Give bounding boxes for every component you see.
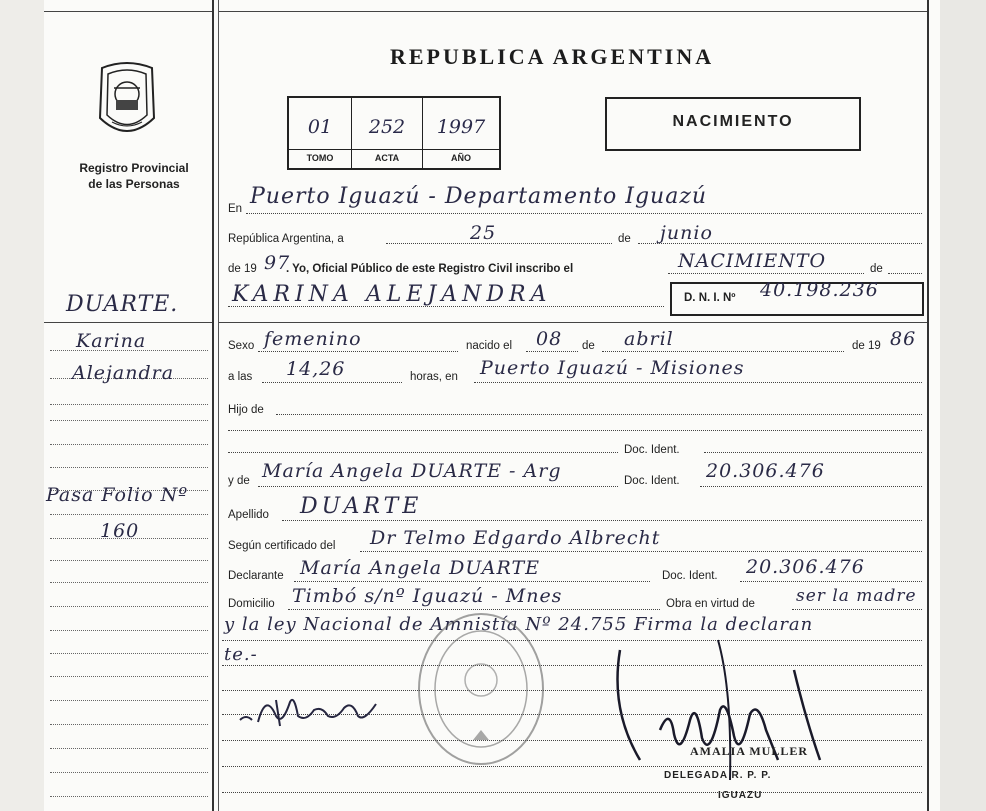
person-name: KARINA ALEJANDRA — [232, 282, 552, 307]
horas-label: horas, en — [410, 371, 458, 383]
registration-day: 25 — [470, 222, 497, 244]
month-line — [638, 243, 922, 244]
registration-month: junio — [660, 222, 713, 244]
acta-cell — [352, 98, 423, 168]
de-label: de — [618, 233, 631, 245]
declarante-line — [294, 581, 650, 582]
mother-doc: 20.306.476 — [706, 460, 825, 482]
birth-time: 14,26 — [286, 358, 346, 380]
top-rule — [219, 11, 927, 12]
birth-place-line — [474, 382, 922, 383]
declarante-value: María Angela DUARTE — [300, 557, 541, 579]
nacido-label: nacido el — [466, 340, 513, 352]
de19-label-2: de 19 — [852, 340, 881, 352]
obra-value: ser la madre — [796, 586, 917, 606]
official-name: AMALIA MULLER — [690, 744, 809, 758]
margin-given-name-1: Karina — [76, 330, 147, 352]
time-line — [262, 382, 402, 383]
margin-divider-inner — [218, 0, 219, 811]
birth-day-line — [526, 351, 578, 352]
act-line — [668, 273, 864, 274]
day-line — [386, 243, 612, 244]
father-doc-line — [704, 452, 922, 453]
section-rule — [219, 322, 927, 323]
tomo-label: TOMO — [289, 149, 351, 163]
apellido-line — [282, 520, 922, 521]
father-line-2 — [228, 430, 922, 431]
registration-box — [287, 96, 501, 170]
officer-statement: . Yo, Oficial Público de este Registro Civil inscribo el — [286, 263, 574, 275]
birth-year-suffix: 86 — [890, 328, 917, 350]
margin-divider — [212, 0, 214, 811]
ano-cell — [423, 98, 499, 168]
father-doc-label: Doc. Ident. — [624, 444, 680, 456]
republica-label: República Argentina, a — [228, 233, 344, 245]
provincial-seal-icon — [94, 60, 160, 144]
obra-label: Obra en virtud de — [666, 598, 755, 610]
act-line-end — [888, 273, 922, 274]
de19-label: de 19 — [228, 263, 257, 275]
observation-line-1: y la ley Nacional de Amnistía Nº 24.755 Firma la declaran — [224, 614, 814, 635]
margin-folio-number: 160 — [100, 520, 140, 542]
tomo-cell — [289, 98, 352, 168]
observation-rule-7 — [222, 792, 922, 793]
domicilio-label: Domicilio — [228, 598, 275, 610]
tomo-value: 01 — [307, 116, 333, 138]
official-place: IGUAZU — [718, 790, 763, 801]
observation-line-2: te.- — [224, 644, 258, 665]
mother-line — [258, 486, 618, 487]
hijo-label: Hijo de — [228, 404, 264, 416]
page-right-edge — [940, 0, 986, 811]
declarante-doc: 20.306.476 — [746, 556, 865, 578]
margin-surname: DUARTE. — [66, 292, 179, 317]
organization-line-2: de las Personas — [88, 177, 180, 191]
organization-line-1: Registro Provincial — [79, 161, 189, 175]
margin-given-name-2: Alejandra — [72, 362, 175, 384]
record-type: NACIMIENTO — [672, 113, 794, 130]
certificado-label: Según certificado del — [228, 540, 336, 552]
declarante-label: Declarante — [228, 570, 284, 582]
birth-day: 08 — [536, 328, 563, 350]
mother-doc-label: Doc. Ident. — [624, 475, 680, 487]
a-las-label: a las — [228, 371, 253, 383]
father-line-3 — [228, 452, 618, 453]
apellido-value: DUARTE — [300, 494, 423, 519]
birth-place: Puerto Iguazú - Misiones — [480, 357, 745, 379]
father-line — [276, 414, 922, 415]
dni-number: 40.198.236 — [760, 279, 879, 301]
de-label-2: de — [870, 263, 883, 275]
certificado-value: Dr Telmo Edgardo Albrecht — [370, 527, 661, 549]
right-border — [927, 0, 929, 811]
record-type-box — [605, 97, 861, 151]
registration-place: Puerto Iguazú - Departamento Iguazú — [250, 184, 708, 209]
certificado-line — [360, 551, 922, 552]
en-label: En — [228, 203, 243, 215]
place-line — [246, 213, 922, 214]
de-label-3: de — [582, 340, 595, 352]
y-de-label: y de — [228, 475, 250, 487]
ano-label: AÑO — [423, 149, 499, 163]
margin-folio-note: Pasa Folio Nº — [46, 484, 189, 506]
sexo-label: Sexo — [228, 340, 255, 352]
domicilio-value: Timbó s/nº Iguazú - Mnes — [292, 585, 563, 607]
dni-label: D. N. I. Nº — [684, 292, 736, 304]
sexo-value: femenino — [264, 328, 362, 350]
page-left-edge — [0, 0, 44, 811]
declarante-doc-line — [740, 581, 922, 582]
declarante-doc-label: Doc. Ident. — [662, 570, 718, 582]
registered-act: NACIMIENTO — [678, 250, 827, 272]
apellido-label: Apellido — [228, 509, 269, 521]
official-title: DELEGADA R. P. P. — [664, 770, 772, 781]
official-stamp-icon — [415, 610, 547, 768]
birth-month-line — [602, 351, 844, 352]
acta-label: ACTA — [352, 149, 422, 163]
acta-value: 252 — [368, 116, 406, 138]
ano-value: 1997 — [436, 116, 486, 138]
sexo-line — [258, 351, 458, 352]
organization-name — [64, 160, 204, 192]
mother-doc-line — [700, 486, 922, 487]
mother-name: María Angela DUARTE - Arg — [262, 460, 562, 482]
document-title: REPUBLICA ARGENTINA — [390, 44, 715, 69]
name-line — [228, 306, 664, 307]
registration-year-suffix: 97 — [264, 252, 291, 274]
official-signature-icon — [600, 610, 830, 790]
declarant-signature-icon — [236, 686, 386, 730]
birth-month: abril — [624, 328, 674, 350]
